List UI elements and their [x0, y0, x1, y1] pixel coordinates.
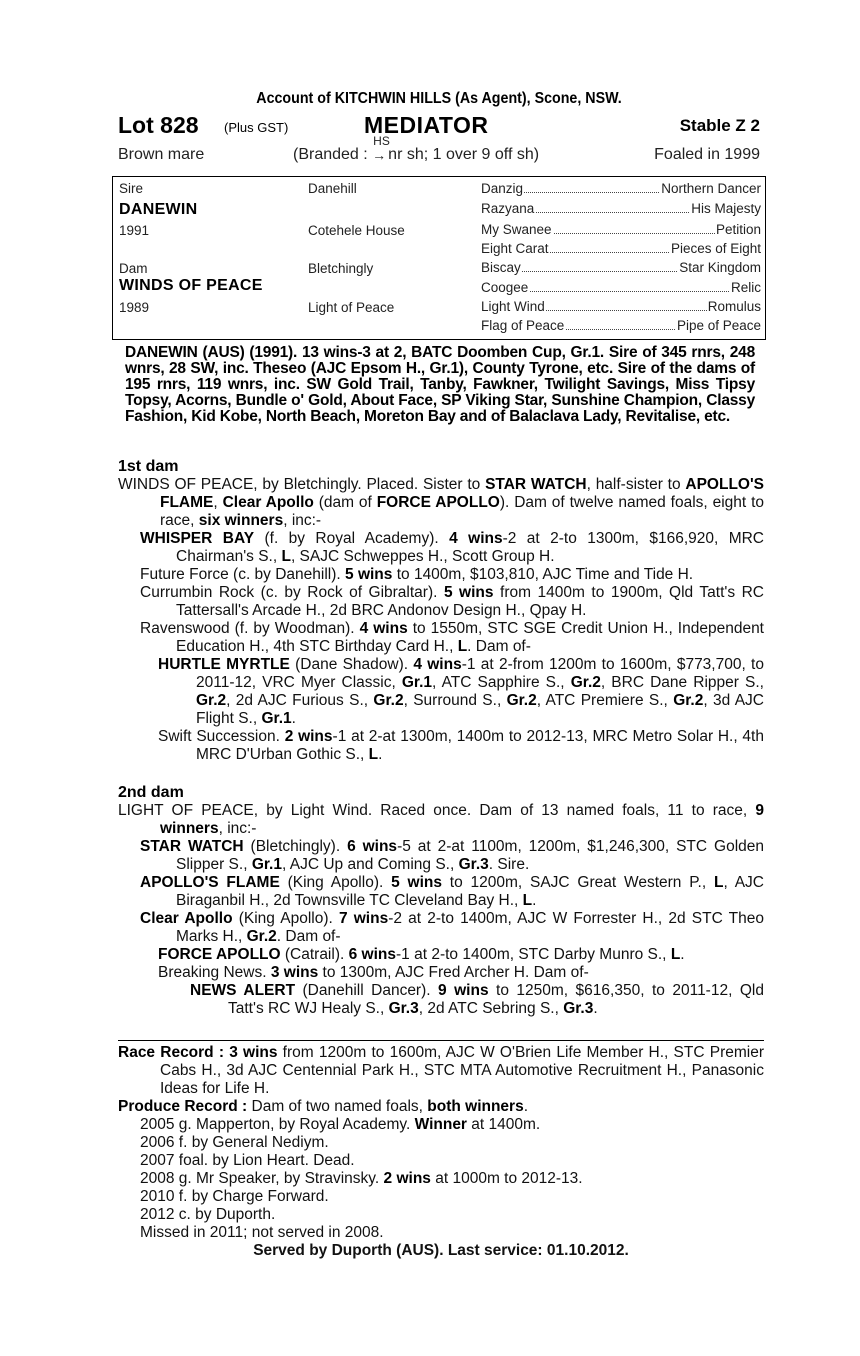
pedigree-grandparent: My Swanee Petition	[481, 222, 761, 237]
pedigree-parent: Light of Peace	[308, 300, 395, 315]
service-note: Missed in 2011; not served in 2008.	[140, 1224, 384, 1241]
first-dam-section	[118, 458, 764, 764]
progeny-entry: APOLLO'S FLAME (King Apollo). 5 wins to 1200m, SAJC Great Western P., L, AJC Biraganbil H., 2d Townsville TC Cleveland Bay H., L.	[140, 874, 764, 909]
brand-suffix: nr sh; 1 over 9 off sh)	[388, 146, 540, 163]
progeny-entry: Swift Succession. 2 wins-1 at 2-at 1300m, 1400m to 2012-13, MRC Metro Solar H., 4th MRC D'Urban Gothic S., L.	[158, 728, 764, 763]
pedigree-grandparent: Coogee Relic	[481, 280, 761, 295]
pedigree-grandparent: Eight Carat Pieces of Eight	[481, 241, 761, 256]
second-dam-intro: LIGHT OF PEACE, by Light Wind. Raced once. Dam of 13 named foals, 11 to race, 9 winners, inc:-	[118, 802, 764, 837]
produce-entry: 2005 g. Mapperton, by Royal Academy. Winner at 1400m.	[140, 1116, 541, 1133]
dam-name: WINDS OF PEACE	[119, 277, 263, 294]
race-record-label: Race Record : 3 wins	[118, 1044, 278, 1061]
horse-name: MEDIATOR	[364, 112, 489, 138]
produce-entry: 2006 f. by General Nediym.	[140, 1134, 329, 1151]
lot-header	[118, 112, 760, 142]
section-divider	[118, 1040, 764, 1041]
foaled-year: Foaled in 1999	[654, 146, 760, 163]
second-dam-heading: 2nd dam	[118, 784, 184, 801]
progeny-entry: NEWS ALERT (Danehill Dancer). 9 wins to 1250m, $616,350, to 2011-12, Qld Tatt's RC WJ Healy S., Gr.3, 2d ATC Sebring S., Gr.3.	[190, 982, 764, 1017]
plus-gst: (Plus GST)	[224, 120, 289, 135]
dam-year: 1989	[119, 300, 150, 315]
brand-prefix: (Branded :	[293, 146, 368, 163]
progeny-entry: FORCE APOLLO (Catrail). 6 wins-1 at 2-to 1400m, STC Darby Munro S., L.	[158, 946, 685, 963]
produce-entry: 2008 g. Mr Speaker, by Stravinsky. 2 wins at 1000m to 2012-13.	[140, 1170, 583, 1187]
progeny-entry: WHISPER BAY (f. by Royal Academy). 4 wins-2 at 2-to 1300m, $166,920, MRC Chairman's S., L, SAJC Schweppes H., Scott Group H.	[140, 530, 765, 565]
progeny-entry: Currumbin Rock (c. by Rock of Gibraltar). 5 wins from 1400m to 1900m, Qld Tatt's RC Tattersall's Arcade H., 2d BRC Andonov Design H., Qpay H.	[140, 584, 764, 619]
brand-mark-letters: HS	[373, 134, 390, 148]
sire-year: 1991	[119, 223, 150, 238]
colour-sex: Brown mare	[118, 146, 205, 163]
progeny-entry: STAR WATCH (Bletchingly). 6 wins-5 at 2-at 1100m, 1200m, $1,246,300, STC Golden Slipper S., Gr.1, AJC Up and Coming S., Gr.3. Sire.	[140, 838, 764, 873]
second-dam-section	[118, 784, 764, 1018]
pedigree-grandparent: Biscay Star Kingdom	[481, 260, 761, 275]
pedigree-grandparent: Danzig Northern Dancer	[481, 181, 761, 196]
pedigree-parent: Cotehele House	[308, 223, 405, 238]
progeny-entry: Clear Apollo (King Apollo). 7 wins-2 at 2-to 1400m, AJC W Forrester H., 2d STC Theo Marks H., Gr.2. Dam of-	[140, 910, 764, 945]
produce-entry: 2012 c. by Duporth.	[140, 1206, 276, 1223]
records-section	[118, 1044, 764, 1260]
sire-name: DANEWIN	[119, 201, 198, 218]
progeny-entry: Future Force (c. by Danehill). 5 wins to 1400m, $103,810, AJC Time and Tide H.	[140, 566, 694, 583]
horse-description	[118, 134, 760, 168]
pedigree-parent: Danehill	[308, 181, 357, 196]
brand-info	[293, 134, 540, 164]
progeny-entry: Ravenswood (f. by Woodman). 4 wins to 1550m, STC SGE Credit Union H., Independent Education H., 4th STC Birthday Card H., L. Dam of-	[140, 620, 764, 655]
produce-entry: 2010 f. by Charge Forward.	[140, 1188, 329, 1205]
produce-record-label: Produce Record :	[118, 1098, 248, 1115]
lot-number: Lot 828	[118, 112, 199, 138]
pedigree-grandparent: Flag of Peace Pipe of Peace	[481, 318, 761, 333]
pedigree-parent: Bletchingly	[308, 261, 374, 276]
pedigree-table	[112, 176, 766, 340]
sire-label: Sire	[119, 181, 144, 196]
produce-record: Produce Record : Dam of two named foals, both winners.	[118, 1098, 529, 1115]
brand-mark	[372, 134, 390, 164]
progeny-entry: Breaking News. 3 wins to 1300m, AJC Fred Archer H. Dam of-	[158, 964, 589, 981]
first-dam-heading: 1st dam	[118, 458, 179, 475]
dam-label: Dam	[119, 261, 148, 276]
last-service: Served by Duporth (AUS). Last service: 01.10.2012.	[253, 1242, 629, 1259]
stable-number: Stable Z 2	[679, 116, 760, 135]
first-dam-intro: WINDS OF PEACE, by Bletchingly. Placed. Sister to STAR WATCH, half-sister to APOLLO'S FLAME, Clear Apollo (dam of FORCE APOLLO). Dam of twelve named foals, eight to race, six winners, inc:-	[118, 476, 764, 529]
vendor-account: Account of KITCHWIN HILLS (As Agent), Scone, NSW.	[256, 90, 622, 107]
produce-entry: 2007 foal. by Lion Heart. Dead.	[140, 1152, 355, 1169]
pedigree-grandparent: Light Wind Romulus	[481, 299, 761, 314]
brand-arrow-icon: →	[372, 147, 387, 163]
pedigree-grandparent: Razyana His Majesty	[481, 201, 761, 216]
sire-summary: DANEWIN (AUS) (1991). 13 wins-3 at 2, BATC Doomben Cup, Gr.1. Sire of 345 rnrs, 248 wnrs, 28 SW, inc. Theseo (AJC Epsom H., Gr.1), County Tyrone, etc. Sire of the dams of 195 rnrs, 119 wnrs, inc. SW Gold Trail, Tanby, Fawkner, Twilight Savings, Miss Tipsy Topsy, Acorns, Bundle o' Gold, About Face, SP Viking Star, Sunshine Champion, Classy Fashion, Kid Kobe, North Beach, Moreton Bay and of Balaclava Lady, Revitalise, etc.	[125, 344, 755, 425]
progeny-entry: HURTLE MYRTLE (Dane Shadow). 4 wins-1 at 2-from 1200m to 1600m, $773,700, to 2011-12, VRC Myer Classic, Gr.1, ATC Sapphire S., Gr.2, BRC Dane Ripper S., Gr.2, 2d AJC Furious S., Gr.2, Surround S., Gr.2, ATC Premiere S., Gr.2, 3d AJC Flight S., Gr.1.	[158, 656, 764, 727]
race-record: Race Record : 3 wins from 1200m to 1600m, AJC W O'Brien Life Member H., STC Premier Cabs H., 3d AJC Centennial Park H., STC MTA Automotive Recruitment H., Panasonic Ideas for Life H.	[118, 1044, 765, 1097]
